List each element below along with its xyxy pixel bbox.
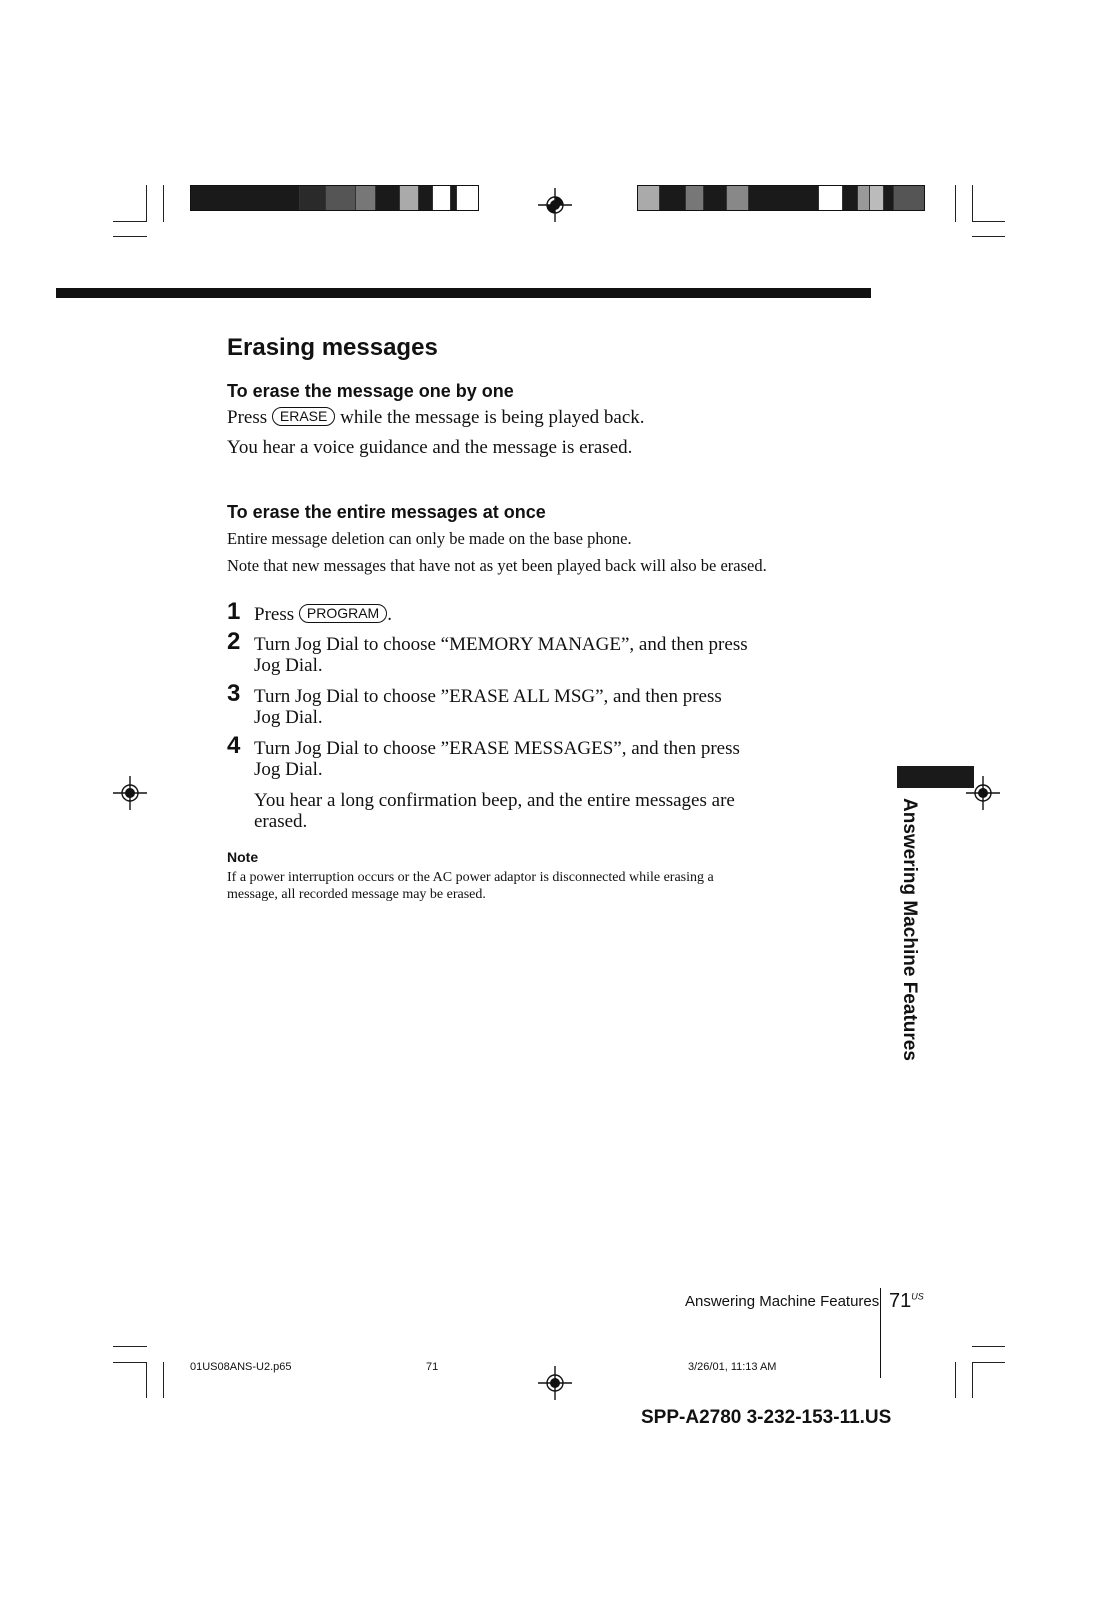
footer-section-title: Answering Machine Features [685,1293,880,1310]
header-rule [56,288,871,298]
page-number: 71 [889,1290,912,1312]
erase-instruction-rest: while the message is being played back. [340,407,645,428]
footer-separator [880,1288,881,1378]
erase-instruction [227,406,645,430]
program-key: PROGRAM [299,604,387,623]
chapter-tab [897,766,974,788]
registration-target-icon [538,1366,572,1400]
erase-result: You hear a voice guidance and the message is erased. [227,437,633,458]
step-number: 1 [227,598,241,625]
file-page: 71 [426,1361,439,1373]
step-text: Turn Jog Dial to choose “MEMORY MANAGE”, and then press Jog Dial. [254,634,748,676]
erase-key: ERASE [272,407,335,426]
chapter-side-label [892,798,922,1088]
chapter-side-label-text: Answering Machine Features [899,798,920,1061]
step-number: 4 [227,732,241,759]
step-4-result: You hear a long confirmation beep, and the entire messages are erased. [254,790,735,832]
section-heading-entire: To erase the entire messages at once [227,502,546,522]
entire-intro-2: Note that new messages that have not as yet been played back will also be erased. [227,556,767,575]
step-number: 3 [227,680,241,707]
registration-target-icon [966,776,1000,810]
entire-intro-1: Entire message deletion can only be made on the base phone. [227,529,632,548]
timestamp: 3/26/01, 11:13 AM [688,1361,777,1373]
registration-target-icon [113,776,147,810]
model-code: SPP-A2780 3-232-153-11.US [641,1407,892,1428]
footer-page-number [889,1290,924,1313]
page-suffix: US [911,1291,924,1302]
note-title: Note [227,849,259,865]
step-suffix: . [387,604,392,625]
page-title: Erasing messages [227,334,438,361]
step-text: Turn Jog Dial to choose ”ERASE ALL MSG”, and then press Jog Dial. [254,686,722,728]
section-heading-one-by-one: To erase the message one by one [227,381,514,401]
press-label: Press [227,407,268,428]
note-text: If a power interruption occurs or the AC power adaptor is disconnected while erasing a message, all recorded message may be erased. [227,870,714,902]
step-press-label: Press [254,604,295,625]
color-bar-right [637,185,925,211]
file-name: 01US08ANS-U2.p65 [190,1361,292,1373]
step-text [254,604,774,625]
step-number: 2 [227,628,241,655]
color-bar-left [190,185,479,211]
registration-target-icon [538,188,572,222]
step-text: Turn Jog Dial to choose ”ERASE MESSAGES”, and then press Jog Dial. [254,738,740,780]
